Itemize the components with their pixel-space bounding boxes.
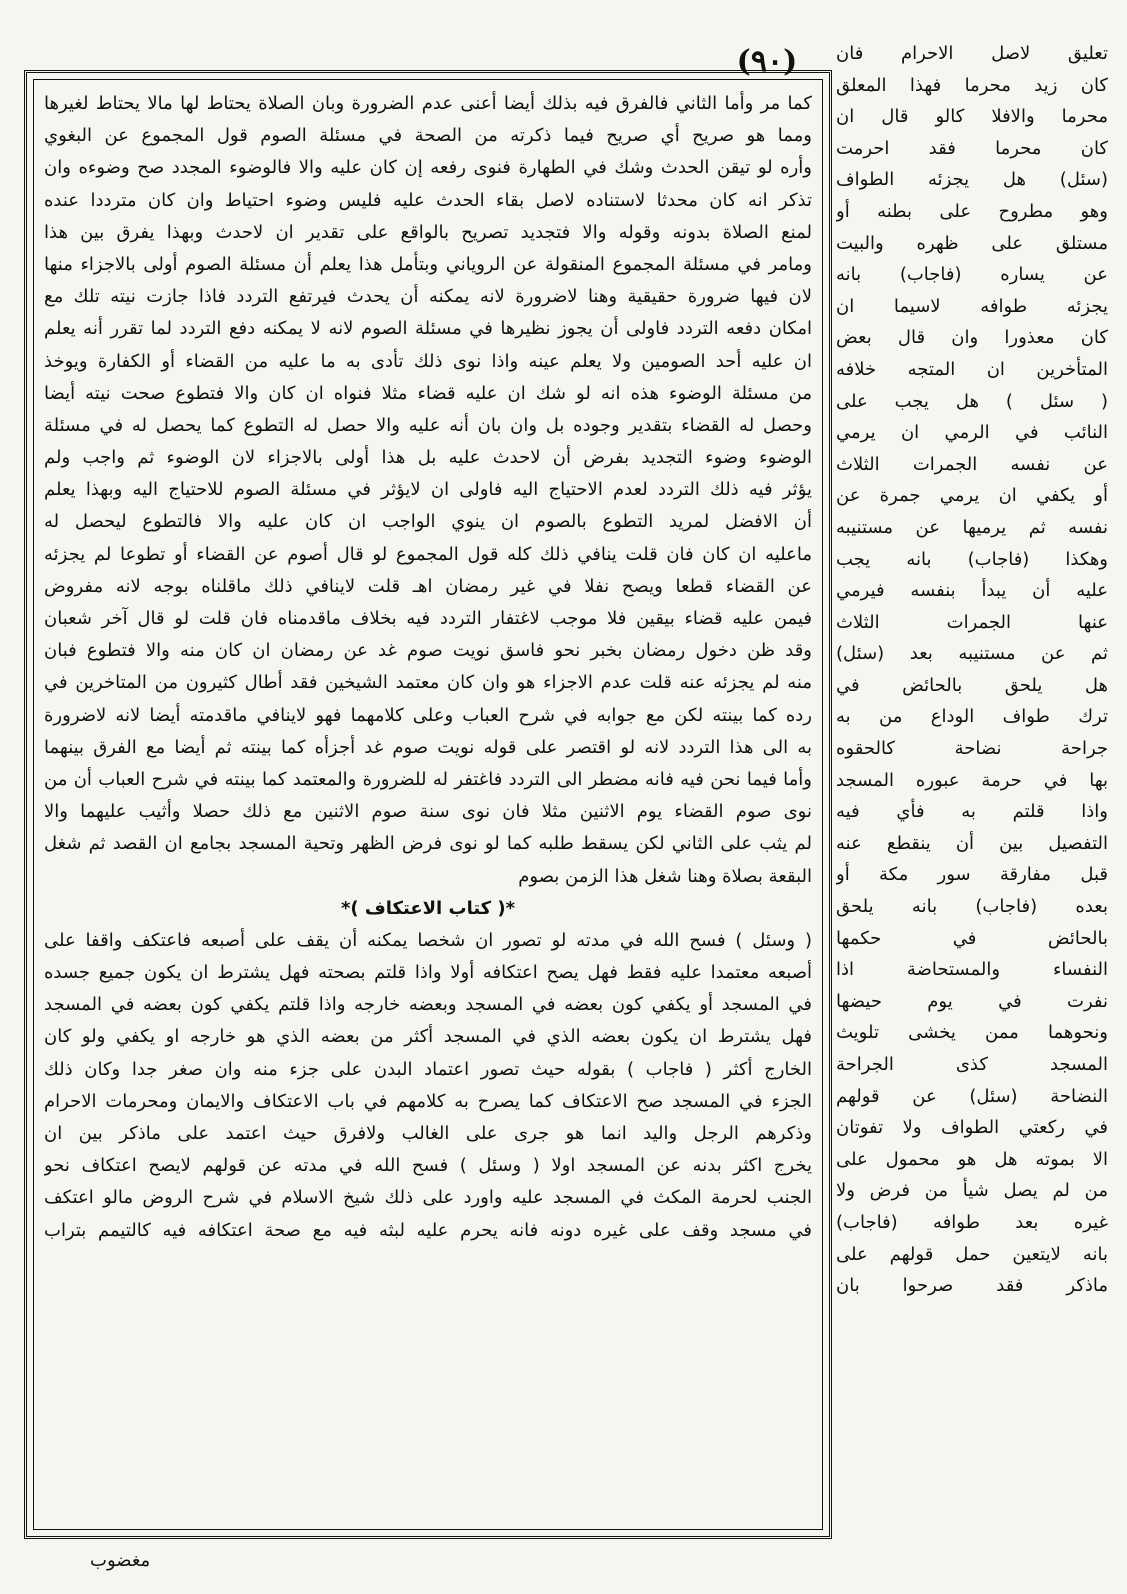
margin-line: ثم عن مستنيبه بعد (سئل) — [836, 643, 1108, 665]
main-text-body — [44, 88, 812, 1247]
text-line: نوى صوم القضاء يوم الاثنين مثلا فان نوى سنة صوم الاثنين مع ذلك حصلا وأثيب عليهما والا — [44, 801, 812, 823]
catchword: مغضوب — [90, 1550, 151, 1571]
margin-line: نفرت في يوم حيضها — [836, 990, 1108, 1012]
margin-line: (سئل) هل يجزئه الطواف — [836, 169, 1108, 191]
margin-line: ماذكر فقد صرحوا بان — [836, 1275, 1108, 1297]
section-heading: *( كتاب الاعتكاف )* — [340, 897, 516, 919]
margin-line: ترك طواف الوداع من به — [836, 706, 1108, 728]
margin-line: غيره بعد طوافه (فاجاب) — [836, 1211, 1108, 1233]
text-line: أن الافضل لمريد التطوع بالصوم ان ينوي الواجب ان كان عليه والا فالتطوع ليحصل له — [44, 511, 812, 533]
margin-line: ونحوهما ممن يخشى تلويث — [836, 1022, 1108, 1044]
text-line: ومامر في مسئلة المجموع المنقولة عن الروياني وبتأمل هذا يعلم أن مسئلة الصوم أولى بالاجزاء منها — [44, 253, 812, 275]
text-line: كما مر وأما الثاني فالفرق فيه بذلك أيضا أعنى عدم الضرورة وبان الصلاة يحتاط لها مالا يحتاط لغيرها — [44, 93, 812, 114]
text-line: الجزء في المسجد صح الاعتكاف كما يصرح به كلامهم في باب الاعتكاف والايمان ومحرمات الاحرام — [44, 1090, 812, 1112]
text-line: الوضوء وضوء التجديد بفرض أن لاحدث عليه بل هذا أولى بالاجزاء لان الوضوء ثم واجب ولم — [44, 447, 812, 469]
margin-line: محرما والافلا كالو قال ان — [836, 106, 1108, 128]
main-text-frame — [24, 70, 832, 1539]
text-line: رده كما بينته لكن مع جوابه في شرح العباب وعلى كلامهما فهو لاينافي ماقدمته أيضا لانه لاضرورة — [44, 704, 812, 726]
margin-line: كان زيد محرما فهذا المعلق — [836, 74, 1108, 96]
margin-line: المسجد كذى الجراحة — [836, 1054, 1108, 1075]
text-line: الخارج أكثر ( فاجاب ) بقوله حيث تصور اعتماد البدن على جزء منه وان صغر جدا وكان ذلك — [44, 1058, 812, 1080]
text-line: منه لم يجزئه عنه قلت عدم الاجزاء هو وان كان معتمد الشيخين فقد أطال كثيرون من المتاخرين في — [44, 672, 812, 694]
main-text-inner-border — [33, 79, 823, 1530]
margin-line: كان معذورا وان قال بعض — [836, 327, 1108, 349]
margin-line: جراحة نضاحة كالحقوه — [836, 738, 1108, 760]
text-line: ( وسئل ) فسح الله في مدته لو تصور ان شخصا يمكنه أن يقف على أصبعه فاعتكف واقفا على — [44, 929, 812, 951]
text-line: في المسجد أو يكفي كون بعضه في المسجد وبعضه خارجه واذا قلتم يكفي كون بعضه في المسجد — [44, 994, 812, 1016]
margin-line: وهو مطروح على بطنه أو — [836, 200, 1108, 222]
margin-line: تعليق لاصل الاحرام فان — [836, 43, 1108, 64]
margin-line: أو يكفي ان يرمي جمرة عن — [836, 485, 1108, 507]
margin-line: المتأخرين ان المتجه خلافه — [836, 358, 1108, 380]
margin-line: نفسه ثم يرميها عن مستنيبه — [836, 516, 1108, 538]
text-line: عن القضاء قطعا ويصح نفلا في غير رمضان اهـ قلت لاينافي ذلك ماقلناه بوجه لانه مفروض — [44, 575, 812, 597]
margin-line: عليه أن يبدأ بنفسه فيرمي — [836, 580, 1108, 602]
margin-line: النائب في الرمي ان يرمي — [836, 422, 1108, 444]
margin-line: عنها الجمرات الثلاث — [836, 611, 1108, 633]
margin-line: قبل مفارقة سور مكة أو — [836, 864, 1108, 886]
text-line: من مسئلة الوضوء هذه انه لو شك ان عليه قضاء مثلا فنواه ان كان والا فتطوع صحت نيته أيضا — [44, 382, 812, 404]
text-line: يؤثر فيه ذلك التردد لعدم الاحتياج اليه فاولى ان لايؤثر في مسئلة الصوم للاحتياج اليه وبهذا يعلم — [44, 479, 812, 501]
margin-line: هل يلحق بالحائض في — [836, 674, 1108, 696]
margin-line: مستلق على ظهره والبيت — [836, 232, 1108, 254]
text-line: به الى هذا التردد لانه لو اقتصر على قوله نويت صوم غد أجزأه كما بينته ثم أيضا مع الفرق بينهما — [44, 736, 812, 758]
text-line: لم يثب على الثاني لكن يسقط طلبه كما لو نوى فرض الظهر وتحية المسجد بجامع ان القصد ثم شغل — [44, 833, 812, 855]
margin-line: كان محرما فقد احرمت — [836, 137, 1108, 159]
margin-line: واذا قلتم به فأي فيه — [836, 801, 1108, 823]
text-line: ومما هو صريح أي صريح فيما ذكرته من الصحة في مسئلة الصوم قول المجموع عن البغوي — [44, 125, 812, 147]
text-line: وقد ظن دخول رمضان بخبر نحو فاسق نويت صوم غد عن رمضان ان كان منه والا فتطوع فبان — [44, 640, 812, 662]
text-line: وحصل له القضاء بتقدير وجوده بل وان بان أنه عليه والا حصل له التطوع كما يحصل له في مسئلة — [44, 414, 812, 436]
page-number: (٩٠) — [736, 44, 798, 79]
margin-line: التفصيل بين أن ينقطع عنه — [836, 832, 1108, 854]
margin-line: عن يساره (فاجاب) بانه — [836, 264, 1108, 286]
margin-line: النضاحة (سئل) عن قولهم — [836, 1085, 1108, 1107]
text-line: البقعة بصلاة وهنا شغل هذا الزمن بصوم — [518, 865, 812, 887]
text-line: الجنب لحرمة المكث في المسجد عليه واورد على ذلك شيخ الاسلام في شرح الروض مالو اعتكف — [44, 1187, 812, 1209]
text-line: لان فيها ضرورة حقيقية وهنا لاضرورة لانه يمكنه أن يحدث فيرتفع التردد فاذا جازت نيته تلك مع — [44, 286, 812, 308]
text-line: وأره لو تيقن الحدث وشك في الطهارة فنوى رفعه إن كان عليه والا فالوضوء المجدد صح وضوءه وان — [44, 157, 812, 179]
text-line: لمنع الصلاة بدونه وقوله والا فتجديد تصريح بالواقع على تقدير ان لاحدث وبهذا يفرق بين هذا — [44, 221, 812, 243]
text-line: امكان دفعه التردد فاولى أن يجوز نظيرها في مسئلة الصوم لانه لا يمكنه دفع التردد لما تقرر أنه يعلم — [44, 318, 812, 340]
text-line: وأما فيما نحن فيه فانه مضطر الى التردد فاغتفر له للضرورة والمعتمد كما بينته في شرح العباب أن من — [44, 768, 812, 790]
margin-line: بالحائض في حكمها — [836, 927, 1108, 949]
margin-line: بها في حرمة عبوره المسجد — [836, 769, 1108, 791]
margin-line: بعده (فاجاب) بانه يلحق — [836, 896, 1108, 918]
margin-line: بانه لايتعين حمل قولهم على — [836, 1243, 1108, 1265]
margin-line: وهكذا (فاجاب) بانه يجب — [836, 548, 1108, 570]
text-line: ماعليه ان كان فان قلت ينافي ذلك كله قول المجموع لو قال أصوم عن القضاء أو تطوعا لم يجزئه — [44, 543, 812, 565]
margin-line: النفساء والمستحاضة اذا — [836, 959, 1108, 981]
margin-line: الا بموته هل هو محمول على — [836, 1148, 1108, 1170]
text-line: فهل يشترط ان يكون بعضه الذي في المسجد أكثر من بعضه الذي هو خارجه او يكفي ولو كان — [44, 1026, 812, 1048]
text-line: أصبعه معتمدا عليه فقط فهل يصح اعتكافه أولا واذا قلتم بصحته فهل يشترط ان يكون جميع جسده — [44, 962, 812, 984]
margin-line: ( سئل ) هل يجب على — [836, 390, 1108, 412]
text-line: فيمن عليه قضاء بيقين فلا موجب لاغتفار التردد فيه بخلاف ماقدمناه فان قلت لو قال آخر شعبان — [44, 608, 812, 629]
margin-commentary — [836, 38, 1108, 1302]
margin-line: يجزئه طوافه لاسيما ان — [836, 295, 1108, 317]
text-line: يخرج اكثر بدنه عن المسجد اولا ( وسئل ) فسح الله في مدته عن قولهم لايصح اعتكاف نحو — [44, 1155, 812, 1177]
margin-line: في ركعتي الطواف ولا تفوتان — [836, 1117, 1108, 1139]
margin-line: من لم يصل شيأ من فرض ولا — [836, 1180, 1108, 1202]
text-line: ان عليه أحد الصومين ولا يعلم عينه واذا نوى ذلك تأدى به ما عليه من القضاء أو الكفارة ويوخذ — [44, 350, 812, 372]
text-line: في مسجد وقف على غيره دونه فانه يحرم عليه لبثه فيه مع صحة اعتكافه فيه كالتيمم بتراب — [44, 1219, 812, 1241]
text-line: وذكرهم الرجل واليد انما هو جرى على الغالب ولافرق حيث اعتمد على ماذكر بين ان — [44, 1123, 812, 1144]
margin-line: عن نفسه الجمرات الثلاث — [836, 453, 1108, 475]
text-line: تذكر انه كان محدثا لاستناده لاصل بقاء الحدث عليه فليس وضوء احتياط وان كان مترددا عنده — [44, 189, 812, 211]
